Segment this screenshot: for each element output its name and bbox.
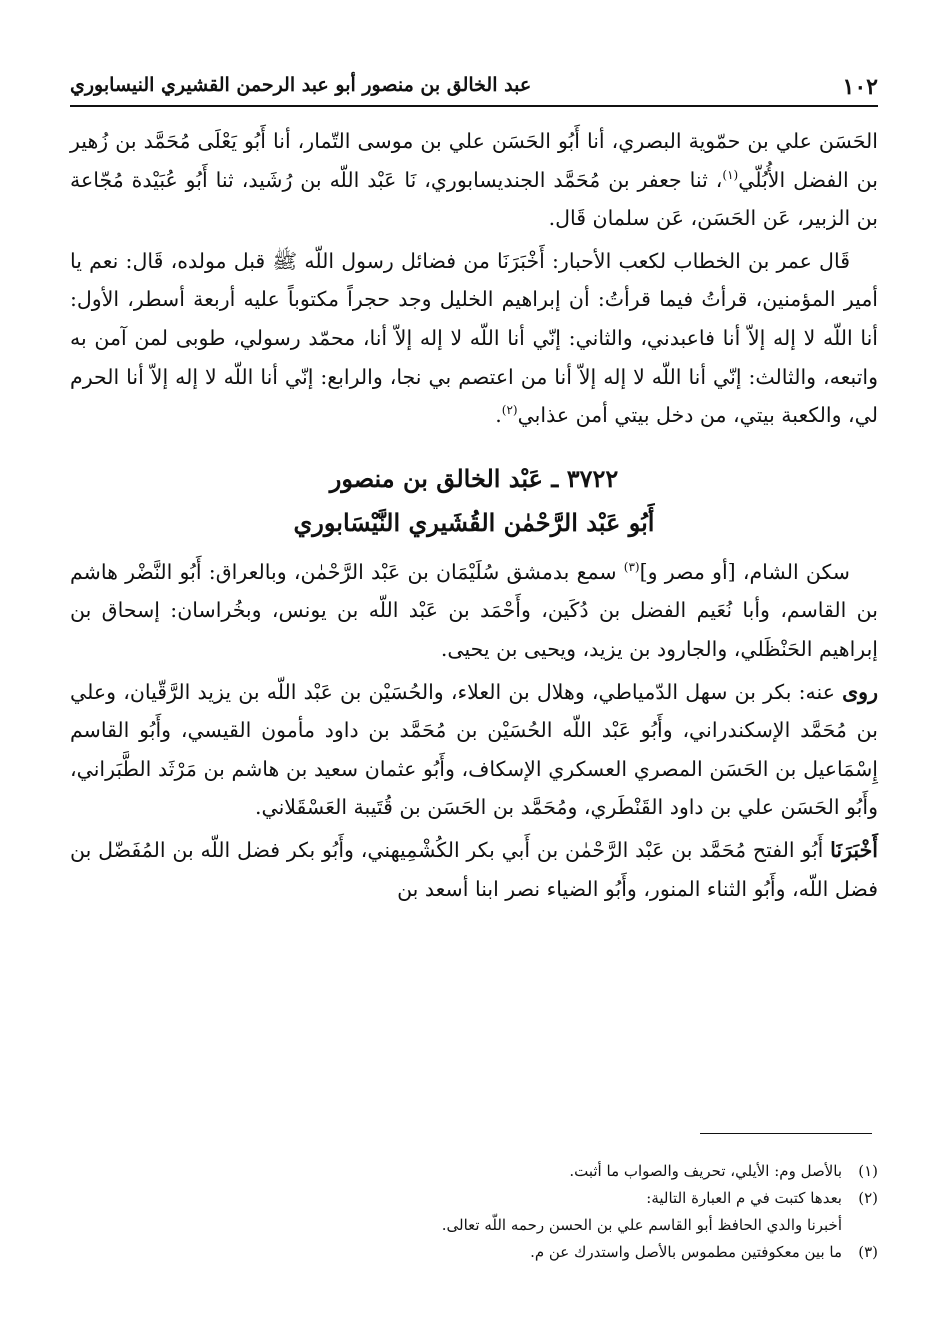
- footnote-3: [70, 1239, 878, 1266]
- footnote-number: (٣): [858, 1243, 878, 1261]
- footnote-ref-3: (٣): [623, 559, 640, 574]
- footnote-ref-2: (٢): [501, 403, 518, 418]
- entry-number-name: ٣٧٢٢ ـ عَبْد الخالق بن منصور: [329, 463, 619, 493]
- bio-paragraph: [70, 553, 878, 669]
- chain-paragraph: [70, 831, 878, 908]
- footnote-rule: [700, 1133, 872, 1134]
- page-header: [70, 70, 878, 104]
- main-text: [70, 122, 878, 908]
- bio-text: سكن الشام، [أو مصر و]: [639, 559, 850, 584]
- footnotes: [70, 1158, 878, 1266]
- footnote-number: (١): [858, 1162, 878, 1180]
- footnote-number: (٢): [858, 1189, 878, 1207]
- page-number: ١٠٢: [842, 74, 878, 100]
- narrators-text: عنه: بكر بن سهل الدّمياطي، وهلال بن العلاء، والحُسَيْن بن عَبْد اللّه بن يزيد الرَّقّيان، وعلي بن مُحَمَّد الإسكندراني، وأَبُو عَبْد اللّه الحُسَيْن بن مُحَمَّد بن داود مأمون القيسي، وأَبُو القاسم إِسْمَاعيل بن الحَسَن المصري العسكري الإسكاف، وأَبُو عثمان سعيد بن هاشم بن مَرْثَد الطَّبَراني، وأَبُو الحَسَن علي بن داود القَنْطَري، ومُحَمَّد بن الحَسَن بن قُتَيبة العَسْقَلاني.: [70, 679, 878, 820]
- running-title: عبد الخالق بن منصور أبو عبد الرحمن القشيري النيسابوري: [70, 74, 532, 96]
- isnad-text-continued: ، ثنا جعفر بن مُحَمَّد الجنديسابوري، نَا عَبْد اللّه بن رُشَيد، ثنا أَبُو عُبَيْدة مُجّاعة بن الزبير، عَن الحَسَن، عَن سلمان قَال.: [70, 167, 878, 231]
- narration-text: قَال عمر بن الخطاب لكعب الأحبار: أَخْبَرَنَا من فضائل رسول اللّه ﷺ قبل مولده، قَال: نعم يا أمير المؤمنين، قرأتُ فيما قرأتُ: أن إبراهيم الخليل وجد حجراً مكتوباً عليه أربعة أسطر، الأول: أنا اللّه لا إله إلاّ أنا فاعبدني، والثاني: إنّي أنا اللّه لا إله إلاّ أنا، محمّد رسولي، طوبى لمن آمن به واتبعه، والثالث: إنّي أنا اللّه لا إله إلاّ أنا من اعتصم بي نجا، والرابع: إنّي أنا اللّه لا إله إلاّ أنا الحرم لي، والكعبة بيتي، من دخل بيتي أمن عذابي: [70, 248, 878, 428]
- narrators-paragraph: [70, 673, 878, 827]
- footnote-ref-1: (١): [722, 167, 739, 182]
- bio-text-continued: سمع بدمشق سُلَيْمَان بن عَبْد الرَّحْمٰن، وبالعراق: أَبُو النَّضْر هاشم بن القاسم، وأبا نُعَيم الفضل بن دُكَين، وأَحْمَد بن عَبْد اللّه بن يونس، وبخُراسان: إسحاق بن إبراهيم الحَنْظَلي، والجارود بن يزيد، ويحيى بن يحيى.: [70, 559, 878, 661]
- footnote-text: بعدها كتبت في م العبارة التالية:: [646, 1189, 842, 1207]
- narration-paragraph: [70, 242, 878, 435]
- chain-lead: أَخْبَرَنَا: [830, 837, 878, 862]
- footnote-2: [70, 1185, 878, 1212]
- footnote-2-continuation: أخبرنا والدي الحافظ أبو القاسم علي بن الحسن رحمه اللّه تعالى.: [441, 1216, 842, 1234]
- isnad-paragraph: [70, 122, 878, 238]
- narrators-lead: روى: [842, 679, 878, 704]
- header-rule: [70, 105, 878, 107]
- entry-heading: [70, 457, 878, 545]
- footnote-text: بالأصل وم: الأيلي، تحريف والصواب ما أثبت.: [569, 1162, 842, 1180]
- chain-text: أَبُو الفتح مُحَمَّد بن عَبْد الرَّحْمٰن بن أَبي بكر الكُشْمِيهني، وأَبُو بكر فضل اللّه بن المُفَضّل بن فضل اللّه، وأَبُو الثناء المنور، وأَبُو الضياء نصر ابنا أسعد بن: [70, 837, 878, 901]
- footnote-text: ما بين معكوفتين مطموس بالأصل واستدرك عن م.: [530, 1243, 842, 1261]
- entry-kunya-nisba: أَبُو عَبْد الرَّحْمٰن القُشَيري النَّيْسَابوري: [293, 507, 655, 537]
- isnad-text: الحَسَن علي بن حمّوية البصري، أنا أَبُو الحَسَن علي بن موسى التّمار، أنا أَبُو يَعْلَى مُحَمَّد بن زُهير بن الفضل الأُبُلّي: [70, 129, 878, 192]
- footnote-1: [70, 1158, 878, 1185]
- narration-end: .: [495, 403, 502, 428]
